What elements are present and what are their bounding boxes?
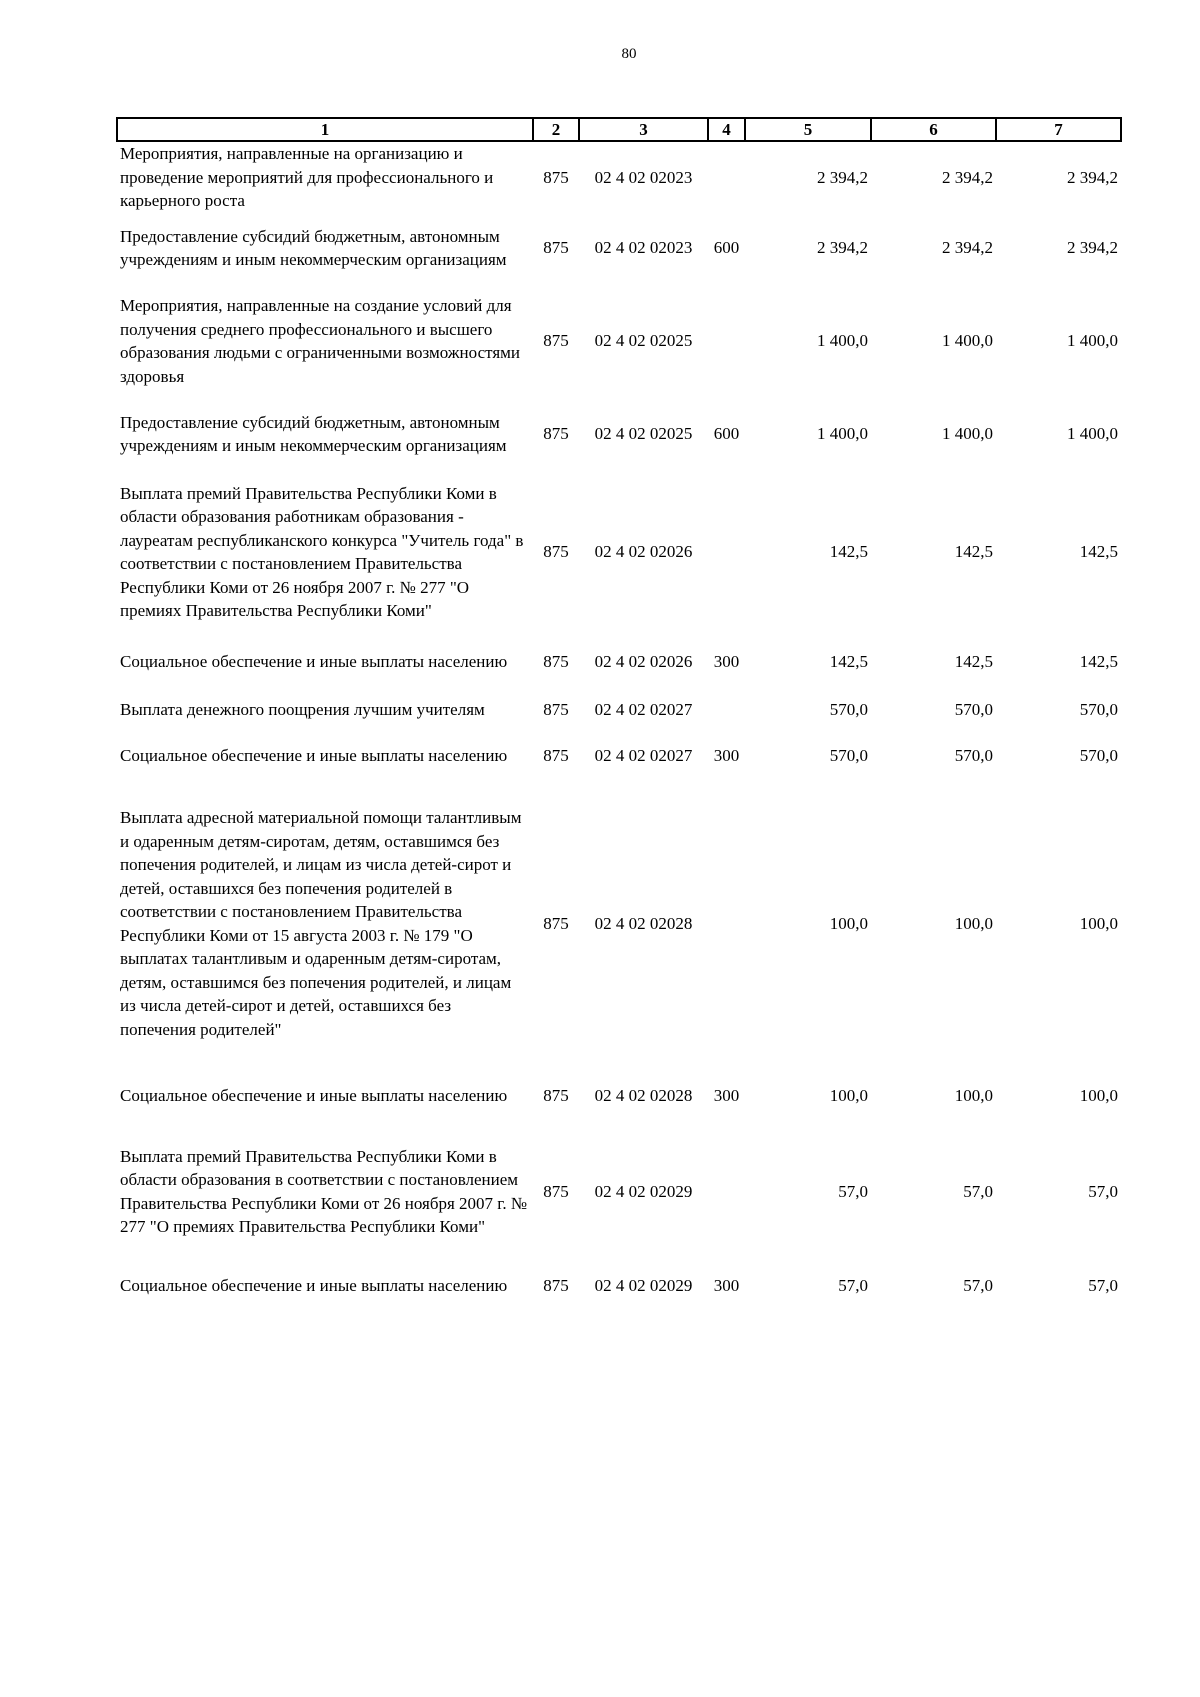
table-row (117, 399, 1121, 470)
table-row (117, 689, 1121, 731)
row-ministry-code: 875 (543, 1181, 569, 1201)
row-target-article: 02 4 02 02026 (594, 542, 693, 562)
table-row (117, 781, 1121, 1067)
row-target-article: 02 4 02 02023 (594, 167, 693, 187)
row-ministry-code: 875 (543, 699, 569, 719)
column-header-5: 5 (745, 118, 871, 141)
row-amount-year-1: 570,0 (829, 745, 868, 765)
row-name: Социальное обеспечение и иные выплаты населению (120, 745, 508, 765)
table-row (117, 470, 1121, 635)
row-amount-year-1: 570,0 (829, 699, 868, 719)
header-row (117, 118, 1121, 141)
row-name: Социальное обеспечение и иные выплаты населению (120, 1275, 508, 1295)
row-ministry-code: 875 (543, 913, 569, 933)
row-expense-type (708, 141, 745, 213)
budget-table (116, 117, 1122, 1314)
row-expense-type: 300 (713, 1275, 740, 1295)
row-name: Социальное обеспечение и иные выплаты населению (120, 1086, 508, 1106)
row-target-article: 02 4 02 02029 (594, 1181, 693, 1201)
row-ministry-code: 875 (543, 238, 569, 258)
row-ministry-code: 875 (543, 424, 569, 444)
row-expense-type (708, 689, 745, 731)
row-amount-year-2: 570,0 (954, 745, 993, 765)
row-amount-year-3: 142,5 (1079, 651, 1118, 671)
row-target-article: 02 4 02 02027 (594, 699, 693, 719)
row-amount-year-1: 142,5 (829, 651, 868, 671)
row-amount-year-2: 57,0 (963, 1181, 993, 1201)
row-amount-year-2: 2 394,2 (942, 238, 993, 258)
row-expense-type: 300 (713, 1086, 740, 1106)
row-name: Мероприятия, направленные на организацию и проведение мероприятий для профессионального и карьерного роста (120, 144, 494, 210)
row-amount-year-3: 2 394,2 (1067, 238, 1118, 258)
row-amount-year-3: 100,0 (1079, 913, 1118, 933)
row-amount-year-2: 2 394,2 (942, 167, 993, 187)
row-amount-year-3: 100,0 (1079, 1086, 1118, 1106)
row-amount-year-3: 2 394,2 (1067, 167, 1118, 187)
row-amount-year-2: 57,0 (963, 1275, 993, 1295)
row-amount-year-1: 100,0 (829, 1086, 868, 1106)
table-row (117, 635, 1121, 689)
row-ministry-code: 875 (543, 745, 569, 765)
row-ministry-code: 875 (543, 167, 569, 187)
column-header-2: 2 (533, 118, 579, 141)
column-header-6: 6 (871, 118, 996, 141)
row-amount-year-1: 100,0 (829, 913, 868, 933)
row-ministry-code: 875 (543, 331, 569, 351)
row-target-article: 02 4 02 02025 (594, 331, 693, 351)
row-name: Предоставление субсидий бюджетным, автономным учреждениям и иным некоммерческим организациям (120, 412, 507, 455)
row-amount-year-3: 57,0 (1088, 1181, 1118, 1201)
column-header-3: 3 (579, 118, 708, 141)
row-target-article: 02 4 02 02023 (594, 238, 693, 258)
row-amount-year-3: 1 400,0 (1067, 331, 1118, 351)
row-amount-year-2: 142,5 (954, 651, 993, 671)
table-row (117, 1067, 1121, 1126)
row-amount-year-1: 2 394,2 (817, 167, 868, 187)
column-header-4: 4 (708, 118, 745, 141)
row-name: Социальное обеспечение и иные выплаты населению (120, 651, 508, 671)
table-row (117, 141, 1121, 213)
row-amount-year-3: 142,5 (1079, 542, 1118, 562)
row-target-article: 02 4 02 02025 (594, 424, 693, 444)
row-amount-year-2: 100,0 (954, 913, 993, 933)
row-name: Выплата денежного поощрения лучшим учителям (120, 699, 485, 719)
row-amount-year-1: 142,5 (829, 542, 868, 562)
row-expense-type: 600 (713, 424, 740, 444)
column-header-1: 1 (117, 118, 533, 141)
row-ministry-code: 875 (543, 542, 569, 562)
row-expense-type: 300 (713, 651, 740, 671)
row-target-article: 02 4 02 02028 (594, 913, 693, 933)
row-expense-type (708, 781, 745, 1067)
table-row (117, 1258, 1121, 1314)
row-expense-type (708, 1126, 745, 1258)
row-ministry-code: 875 (543, 651, 569, 671)
row-amount-year-3: 57,0 (1088, 1275, 1118, 1295)
row-name: Выплата адресной материальной помощи талантливым и одаренным детям-сиротам, детям, оставшимся без попечения родителей, и лицам из числа детей-сирот и детей, оставшихся без попечения родителей в соответствии с постановлением Правительства Республики Коми от 15 августа 2003 г. № 179 "О выплатах талантливым и одаренным детям-сиротам, детям, оставшимся без попечения родителей, и лицам из числа детей-сирот и детей, оставшихся без попечения родителей" (120, 808, 522, 1039)
row-name: Предоставление субсидий бюджетным, автономным учреждениям и иным некоммерческим организациям (120, 226, 507, 269)
row-amount-year-2: 142,5 (954, 542, 993, 562)
table-row (117, 284, 1121, 399)
row-amount-year-3: 570,0 (1079, 745, 1118, 765)
row-expense-type (708, 284, 745, 399)
row-name: Выплата премий Правительства Республики Коми в области образования работникам образования - лауреатам республиканского конкурса "Учитель года" в соответствии с постановлением Правительства Республики Коми от 26 ноября 2007 г. № 277 "О премиях Правительства Республики Коми" (120, 483, 524, 620)
table-row (117, 1126, 1121, 1258)
row-expense-type (708, 470, 745, 635)
row-amount-year-1: 1 400,0 (817, 331, 868, 351)
table-row (117, 213, 1121, 284)
row-amount-year-2: 1 400,0 (942, 331, 993, 351)
row-expense-type: 600 (713, 238, 740, 258)
row-target-article: 02 4 02 02026 (594, 651, 693, 671)
row-amount-year-1: 2 394,2 (817, 238, 868, 258)
page-number: 80 (621, 46, 637, 62)
row-amount-year-1: 57,0 (838, 1181, 868, 1201)
row-amount-year-3: 1 400,0 (1067, 424, 1118, 444)
row-expense-type: 300 (713, 745, 740, 765)
row-amount-year-2: 100,0 (954, 1086, 993, 1106)
row-amount-year-2: 570,0 (954, 699, 993, 719)
row-target-article: 02 4 02 02028 (594, 1086, 693, 1106)
row-ministry-code: 875 (543, 1086, 569, 1106)
row-amount-year-1: 57,0 (838, 1275, 868, 1295)
row-name: Мероприятия, направленные на создание условий для получения среднего профессионального и высшего образования людьми с ограниченными возможностями здоровья (120, 296, 520, 386)
row-amount-year-2: 1 400,0 (942, 424, 993, 444)
column-header-7: 7 (996, 118, 1121, 141)
row-target-article: 02 4 02 02027 (594, 745, 693, 765)
row-amount-year-1: 1 400,0 (817, 424, 868, 444)
row-target-article: 02 4 02 02029 (594, 1275, 693, 1295)
table-row (117, 731, 1121, 781)
row-name: Выплата премий Правительства Республики Коми в области образования в соответствии с постановлением Правительства Республики Коми от 26 ноября 2007 г. № 277 "О премиях Правительства Республики Коми" (120, 1146, 528, 1236)
row-ministry-code: 875 (543, 1275, 569, 1295)
row-amount-year-3: 570,0 (1079, 699, 1118, 719)
